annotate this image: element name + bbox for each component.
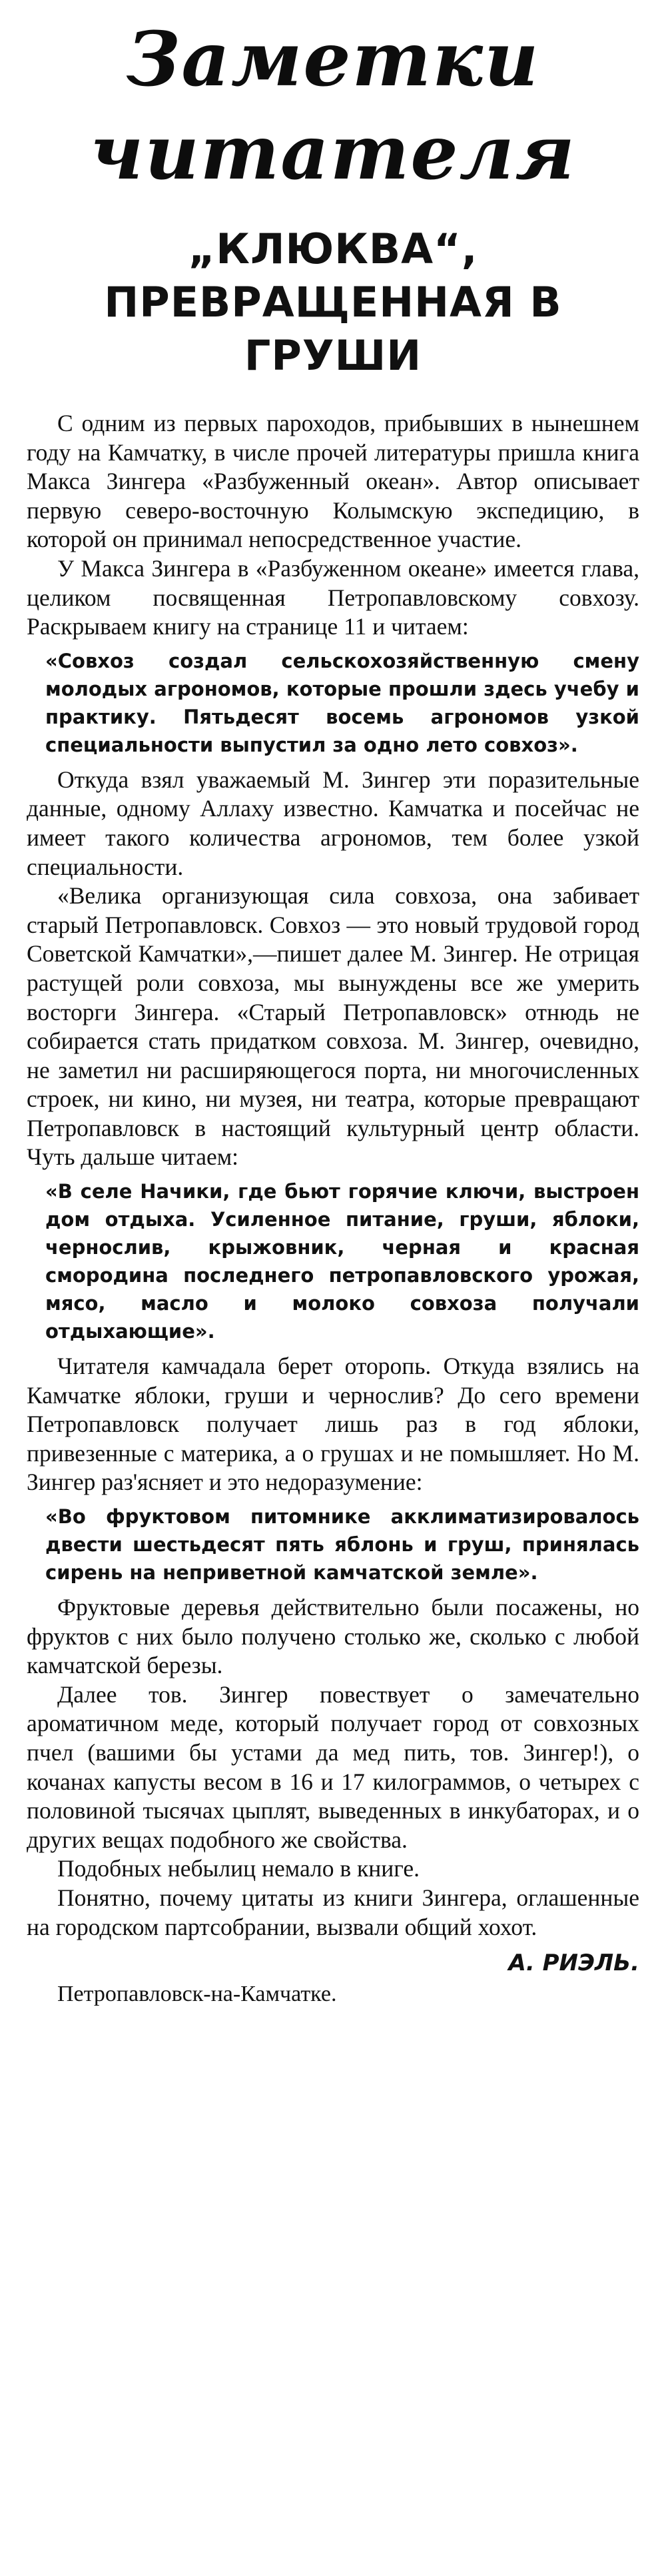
- quote-1: «Совхоз создал сельскохозяйственную смену молодых агрономов, которые прошли здесь учебу и практику. Пятьдесят восемь агрономов узкой специальности выпустил за одно лето совхоз».: [45, 649, 639, 756]
- paragraph-2: У Макса Зингера в «Разбуженном океане» имеется глава, целиком посвященная Петропавловскому совхозу. Раскрываем книгу на странице 11 и читаем:: [27, 554, 639, 640]
- rubric-title: [27, 13, 639, 200]
- quote-3: «Во фруктовом питомнике акклиматизировалось двести шестьдесят пять яблонь и груш, принялась сирень на неприветной камчатской земле».: [45, 1505, 639, 1585]
- paragraph-1: С одним из первых пароходов, прибывших в нынешнем году на Камчатку, в числе прочей литературы пришла книга Макса Зингера «Разбуженный океан». Автор описывает первую северо-восточную Колымскую экспедицию, в которой он принимал непосредственное участие.: [27, 410, 639, 553]
- dateline-place: Петропавловск-на-Камчатке.: [57, 1982, 337, 2007]
- paragraph-4: «Велика организующая сила совхоза, она забивает старый Петропавловск. Совхоз — это новый трудовой город Советской Камчатки»,—пишет далее М. Зингер. Не отрицая растущей роли совхоза, мы вынуждены все же умерить восторги Зингера. «Старый Петропавловск» отнюдь не собирается стать придатком совхоза. М. Зингер, очевидно, не заметил ни расширяющегося порта, ни многочисленных строек, ни кино, ни музея, ни театра, которые превращают Петропавловск в настоящий культурный центр области. Чуть дальше читаем:: [27, 882, 639, 1171]
- paragraph-3: Откуда взял уважаемый М. Зингер эти поразительные данные, одному Аллаху известно. Камчатка и посейчас не имеет такого количества агрономов, тем более узкой специальности.: [27, 766, 639, 880]
- article-body: [27, 409, 639, 1942]
- headline-line-1: „КЛЮКВА“,: [188, 225, 478, 273]
- paragraph-6: Фруктовые деревья действительно были посажены, но фруктов с них было получено столько же, сколько с любой камчатской березы.: [27, 1594, 639, 1679]
- paragraph-5: Читателя камчадала берет оторопь. Откуда взялись на Камчатке яблоки, груши и чернослив? До сего времени Петропавловск получает лишь раз в год яблоки, привезенные с материка, а о грушах и не помышляет. Но М. Зингер раз'ясняет и это недоразумение:: [27, 1353, 639, 1496]
- headline-line-2: ПРЕВРАЩЕННАЯ В ГРУШИ: [104, 278, 562, 380]
- paragraph-9: Понятно, почему цитаты из книги Зингера, оглашенные на городском партсобрании, вызвали общий хохот.: [27, 1884, 639, 1940]
- article-headline: [27, 223, 639, 382]
- paragraph-8: Подобных небылиц немало в книге.: [57, 1855, 420, 1882]
- rubric-line-1: Заметки: [126, 16, 540, 103]
- author-signature: А. РИЭЛЬ.: [508, 1950, 639, 1977]
- quote-2: «В селе Начики, где бьют горячие ключи, выстроен дом отдыха. Усиленное питание, груши, яблоки, чернослив, крыжовник, черная и красная смородина последнего петропавловского урожая, мясо, масло и молоко совхоза получали отдыхающие».: [45, 1180, 639, 1343]
- rubric-line-2: читателя: [90, 109, 576, 197]
- paragraph-7: Далее тов. Зингер повествует о замечательно ароматичном меде, который получает город от совхозных пчел (вашими бы устами да мед пить, тов. Зингер!), о кочанах капусты весом в 16 и 17 килограммов, о четырех с половиной тысячах цыплят, выведенных в инкубаторах, и о других вещах подобного же свойства.: [27, 1680, 639, 1853]
